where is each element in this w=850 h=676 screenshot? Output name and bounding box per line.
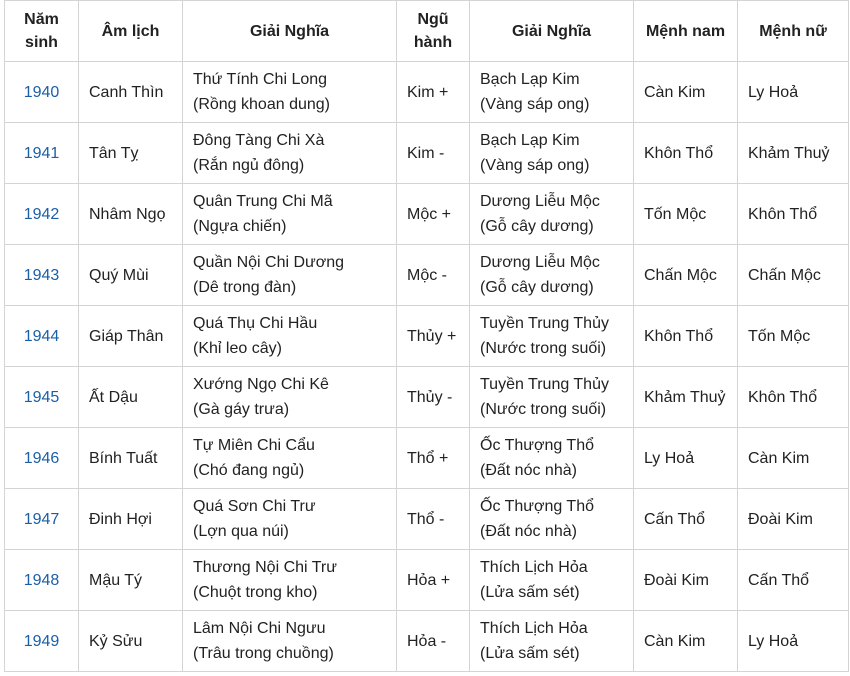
year-link[interactable]: 1947: [23, 510, 60, 528]
giai-nghia-2-name: Tuyền Trung Thủy: [480, 315, 609, 332]
giai-nghia-1-meaning: (Gà gáy trưa): [193, 401, 290, 418]
giai-nghia-2-meaning: (Vàng sáp ong): [480, 96, 590, 113]
giai-nghia-1-cell: [183, 367, 397, 428]
am-lich-cell: Tân Tỵ: [79, 123, 183, 184]
am-lich-cell: Giáp Thân: [79, 306, 183, 367]
giai-nghia-1-cell: [183, 306, 397, 367]
menh-nu-cell: Khôn Thổ: [738, 367, 849, 428]
giai-nghia-1-meaning: (Trâu trong chuồng): [193, 645, 334, 662]
giai-nghia-1-meaning: (Ngựa chiến): [193, 218, 287, 235]
ngu-hanh-cell: Kim -: [397, 123, 470, 184]
year-link[interactable]: 1945: [23, 388, 60, 406]
menh-nu-cell: Càn Kim: [738, 428, 849, 489]
giai-nghia-2-meaning: (Nước trong suối): [480, 340, 607, 357]
year-cell: [5, 184, 79, 245]
am-lich-cell: Kỷ Sửu: [79, 611, 183, 672]
giai-nghia-1-meaning: (Lợn qua núi): [193, 523, 289, 540]
ngu-hanh-cell: Thổ +: [397, 428, 470, 489]
giai-nghia-1-meaning: (Khỉ leo cây): [193, 340, 282, 357]
giai-nghia-2-meaning: (Lửa sấm sét): [480, 645, 580, 662]
table-row: [5, 245, 849, 306]
menh-nu-cell: Ly Hoả: [738, 62, 849, 123]
menh-nu-cell: Khảm Thuỷ: [738, 123, 849, 184]
year-cell: [5, 489, 79, 550]
menh-nam-cell: Khôn Thổ: [634, 123, 738, 184]
giai-nghia-1-cell: [183, 550, 397, 611]
year-link[interactable]: 1943: [23, 266, 60, 284]
giai-nghia-1-cell: [183, 62, 397, 123]
menh-nam-cell: Chấn Mộc: [634, 245, 738, 306]
table-row: [5, 550, 849, 611]
year-link[interactable]: 1942: [23, 205, 60, 223]
giai-nghia-1-cell: [183, 428, 397, 489]
giai-nghia-1-meaning: (Rắn ngủ đông): [193, 157, 305, 174]
year-cell: [5, 245, 79, 306]
menh-nam-cell: Càn Kim: [634, 611, 738, 672]
giai-nghia-2-name: Ốc Thượng Thổ: [480, 498, 594, 515]
header-row: [5, 1, 849, 62]
year-link[interactable]: 1944: [23, 327, 60, 345]
giai-nghia-2-name: Ốc Thượng Thổ: [480, 437, 594, 454]
giai-nghia-1-name: Quân Trung Chi Mã: [193, 193, 333, 210]
table-row: [5, 123, 849, 184]
header-menh-nu: Mệnh nữ: [738, 1, 849, 62]
giai-nghia-2-name: Dương Liễu Mộc: [480, 193, 600, 210]
am-lich-cell: Quý Mùi: [79, 245, 183, 306]
ngu-hanh-cell: Kim +: [397, 62, 470, 123]
giai-nghia-1-name: Xướng Ngọ Chi Kê: [193, 376, 329, 393]
giai-nghia-2-name: Thích Lịch Hỏa: [480, 620, 588, 637]
year-cell: [5, 611, 79, 672]
year-link[interactable]: 1949: [23, 632, 60, 650]
header-giai-nghia-2: Giải Nghĩa: [470, 1, 634, 62]
giai-nghia-2-name: Bạch Lạp Kim: [480, 71, 580, 88]
table-row: [5, 306, 849, 367]
header-giai-nghia-1: Giải Nghĩa: [183, 1, 397, 62]
giai-nghia-2-name: Thích Lịch Hỏa: [480, 559, 588, 576]
menh-nam-cell: Đoài Kim: [634, 550, 738, 611]
ngu-hanh-cell: Mộc +: [397, 184, 470, 245]
ngu-hanh-cell: Hỏa +: [397, 550, 470, 611]
am-lich-cell: Nhâm Ngọ: [79, 184, 183, 245]
header-menh-nam: Mệnh nam: [634, 1, 738, 62]
giai-nghia-2-cell: [470, 123, 634, 184]
giai-nghia-1-name: Quần Nội Chi Dương: [193, 254, 345, 271]
menh-nam-cell: Khôn Thổ: [634, 306, 738, 367]
giai-nghia-1-name: Tự Miên Chi Cẩu: [193, 437, 315, 454]
giai-nghia-1-name: Lâm Nội Chi Ngưu: [193, 620, 326, 637]
table-row: [5, 184, 849, 245]
giai-nghia-2-meaning: (Đất nóc nhà): [480, 523, 577, 540]
ngu-hanh-cell: Thủy -: [397, 367, 470, 428]
giai-nghia-1-meaning: (Rồng khoan dung): [193, 96, 330, 113]
menh-nam-cell: Khảm Thuỷ: [634, 367, 738, 428]
giai-nghia-1-meaning: (Dê trong đàn): [193, 279, 297, 296]
menh-nam-cell: Tốn Mộc: [634, 184, 738, 245]
giai-nghia-1-name: Thứ Tính Chi Long: [193, 71, 328, 88]
menh-nu-cell: Ly Hoả: [738, 611, 849, 672]
giai-nghia-2-meaning: (Đất nóc nhà): [480, 462, 577, 479]
table-row: [5, 428, 849, 489]
giai-nghia-2-meaning: (Nước trong suối): [480, 401, 607, 418]
giai-nghia-2-cell: [470, 367, 634, 428]
am-lich-cell: Bính Tuất: [79, 428, 183, 489]
giai-nghia-2-cell: [470, 428, 634, 489]
menh-table: [4, 0, 849, 672]
menh-nam-cell: Càn Kim: [634, 62, 738, 123]
giai-nghia-2-name: Tuyền Trung Thủy: [480, 376, 609, 393]
giai-nghia-1-name: Thương Nội Chi Trư: [193, 559, 337, 576]
menh-nam-cell: Cấn Thổ: [634, 489, 738, 550]
menh-nu-cell: Tốn Mộc: [738, 306, 849, 367]
menh-nu-cell: Khôn Thổ: [738, 184, 849, 245]
ngu-hanh-cell: Hỏa -: [397, 611, 470, 672]
giai-nghia-1-name: Đông Tàng Chi Xà: [193, 132, 325, 149]
giai-nghia-1-meaning: (Chó đang ngủ): [193, 462, 305, 479]
giai-nghia-2-cell: [470, 489, 634, 550]
giai-nghia-2-meaning: (Vàng sáp ong): [480, 157, 590, 174]
giai-nghia-2-cell: [470, 611, 634, 672]
year-link[interactable]: 1948: [23, 571, 60, 589]
giai-nghia-2-name: Dương Liễu Mộc: [480, 254, 600, 271]
giai-nghia-1-meaning: (Chuột trong kho): [193, 584, 318, 601]
year-cell: [5, 367, 79, 428]
giai-nghia-1-cell: [183, 123, 397, 184]
giai-nghia-1-cell: [183, 184, 397, 245]
giai-nghia-2-cell: [470, 306, 634, 367]
table-row: [5, 611, 849, 672]
year-link[interactable]: 1941: [23, 144, 60, 162]
giai-nghia-2-cell: [470, 245, 634, 306]
giai-nghia-1-name: Quá Thụ Chi Hầu: [193, 315, 318, 332]
table-row: [5, 489, 849, 550]
am-lich-cell: Đinh Hợi: [79, 489, 183, 550]
header-ngu-hanh: Ngũ hành: [397, 1, 470, 62]
header-am-lich: Âm lịch: [79, 1, 183, 62]
header-nam-sinh: Năm sinh: [5, 1, 79, 62]
giai-nghia-1-name: Quá Sơn Chi Trư: [193, 498, 316, 515]
year-cell: [5, 123, 79, 184]
giai-nghia-2-meaning: (Gỗ cây dương): [480, 279, 594, 296]
menh-nu-cell: Đoài Kim: [738, 489, 849, 550]
ngu-hanh-cell: Thổ -: [397, 489, 470, 550]
year-link[interactable]: 1940: [23, 83, 60, 101]
giai-nghia-2-cell: [470, 62, 634, 123]
am-lich-cell: Canh Thìn: [79, 62, 183, 123]
giai-nghia-1-cell: [183, 245, 397, 306]
am-lich-cell: Mậu Tý: [79, 550, 183, 611]
menh-nu-cell: Chấn Mộc: [738, 245, 849, 306]
giai-nghia-2-meaning: (Lửa sấm sét): [480, 584, 580, 601]
giai-nghia-2-cell: [470, 184, 634, 245]
table-row: [5, 367, 849, 428]
year-cell: [5, 306, 79, 367]
ngu-hanh-cell: Mộc -: [397, 245, 470, 306]
year-cell: [5, 428, 79, 489]
menh-nu-cell: Cấn Thổ: [738, 550, 849, 611]
giai-nghia-2-meaning: (Gỗ cây dương): [480, 218, 594, 235]
giai-nghia-2-cell: [470, 550, 634, 611]
giai-nghia-1-cell: [183, 611, 397, 672]
year-cell: [5, 62, 79, 123]
am-lich-cell: Ất Dậu: [79, 367, 183, 428]
menh-nam-cell: Ly Hoả: [634, 428, 738, 489]
year-link[interactable]: 1946: [23, 449, 60, 467]
table-row: [5, 62, 849, 123]
giai-nghia-1-cell: [183, 489, 397, 550]
year-cell: [5, 550, 79, 611]
ngu-hanh-cell: Thủy +: [397, 306, 470, 367]
giai-nghia-2-name: Bạch Lạp Kim: [480, 132, 580, 149]
